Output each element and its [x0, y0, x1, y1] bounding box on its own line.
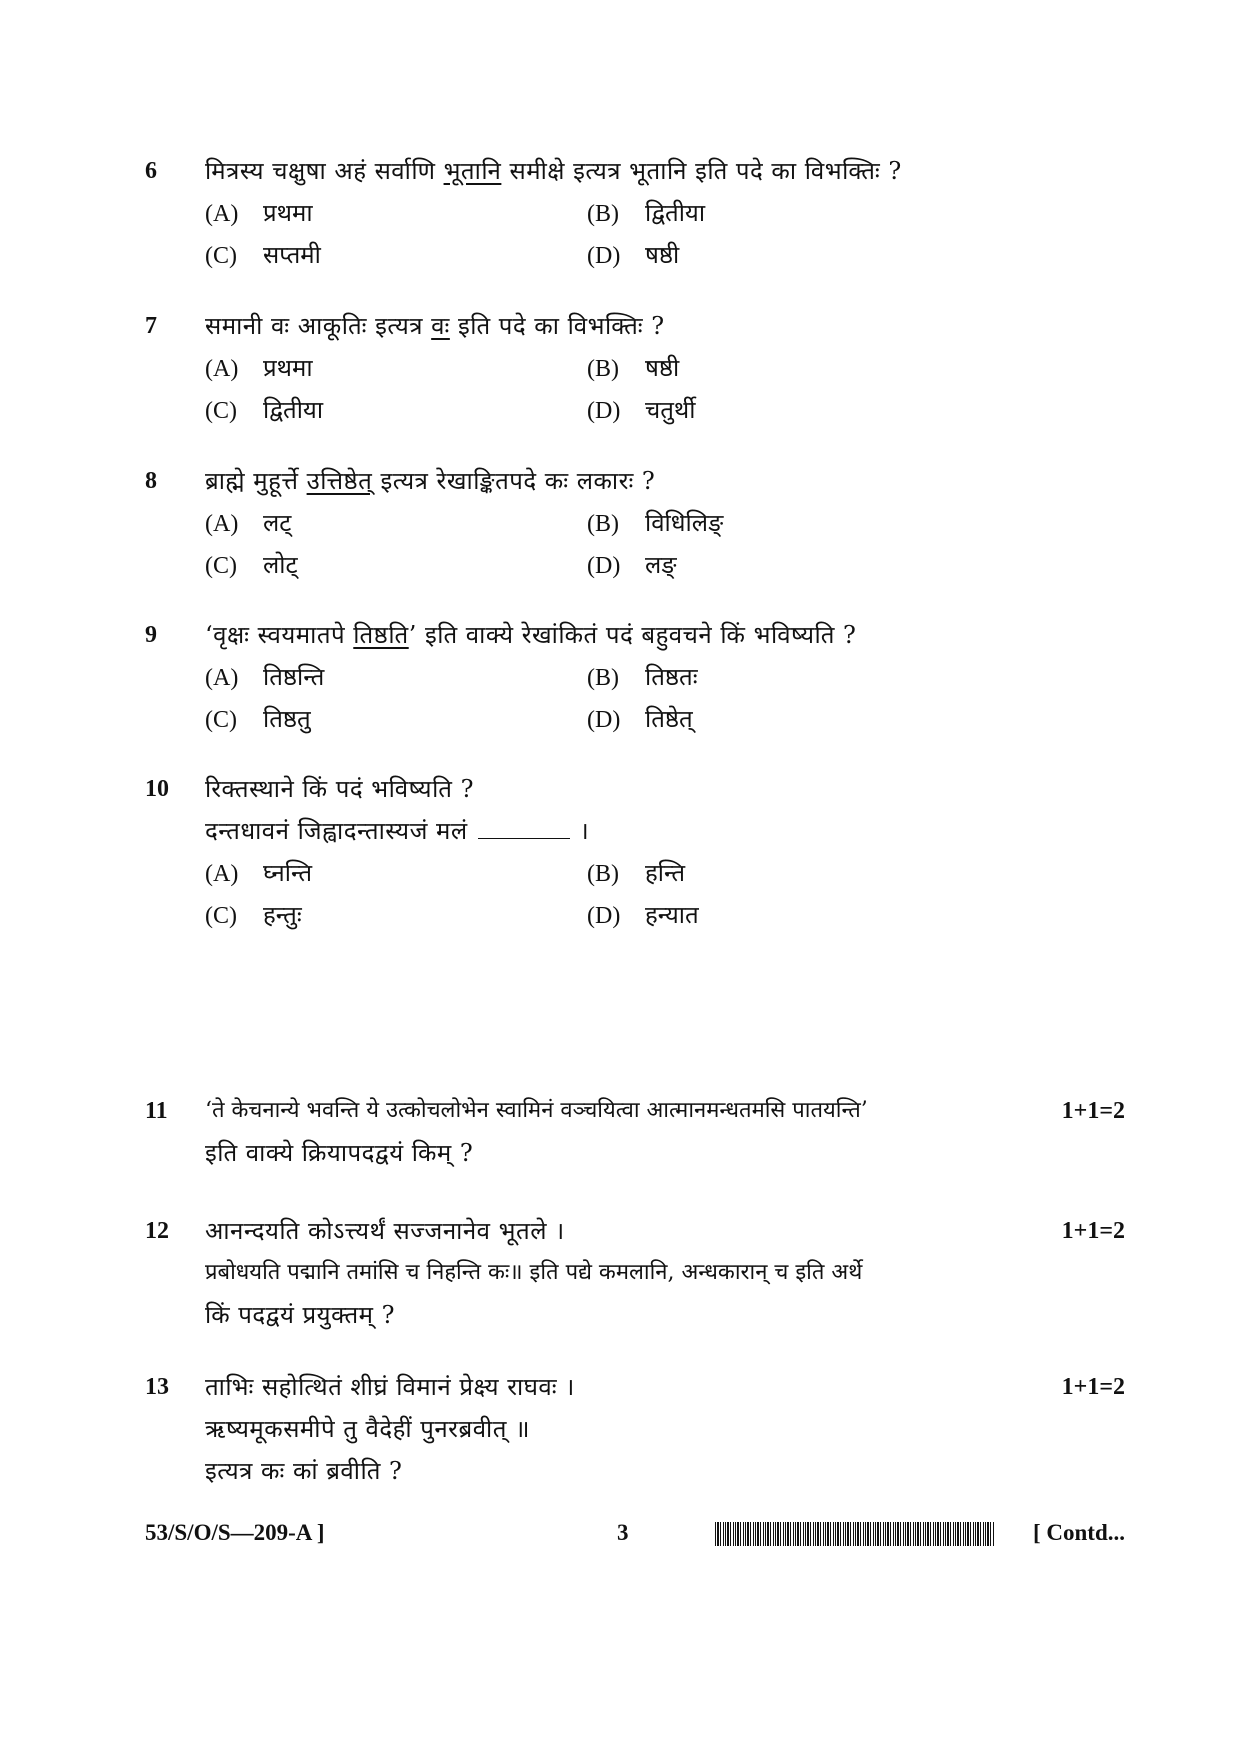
question-text: रिक्तस्थाने किं पदं भविष्यति ?	[205, 775, 474, 803]
barcode-image	[715, 1522, 995, 1546]
question-text-line: प्रबोधयति पद्मानि तमांसि च निहन्ति कः॥ इति पद्ये कमलानि, अन्धकारान् च इति अर्थे	[205, 1260, 863, 1285]
option-b: (B) षष्ठी	[587, 354, 680, 382]
answer-blank	[478, 816, 570, 839]
question-7	[145, 305, 1125, 431]
question-10	[145, 768, 1125, 936]
option-b: (B) हन्ति	[587, 859, 686, 887]
option-b: (B) विधिलिङ्	[587, 509, 724, 537]
option-b: (B) द्वितीया	[587, 199, 706, 227]
fill-in-blank-line: दन्तधावनं जिह्वादन्तास्यजं मलं ।	[205, 817, 590, 845]
question-text-line: आनन्दयति कोऽत्त्यर्थं सज्जनानेव भूतले ।	[205, 1217, 565, 1245]
question-text-line: किं पदद्वयं प्रयुक्तम् ?	[205, 1301, 395, 1329]
question-number: 7	[145, 313, 157, 339]
question-text-line: इत्यत्र कः कां ब्रवीति ?	[205, 1457, 403, 1485]
question-text: ब्राह्मे मुहूर्त्ते उत्तिष्ठेत् इत्यत्र रेखाङ्कितपदे कः लकारः ?	[205, 467, 656, 495]
marks: 1+1=2	[1061, 1218, 1125, 1244]
question-number: 11	[145, 1098, 168, 1124]
underlined-word: भूतानि	[443, 157, 502, 185]
question-number: 8	[145, 468, 157, 494]
underlined-word: उत्तिष्ठेत्	[306, 467, 373, 495]
question-12	[145, 1210, 1125, 1336]
question-number: 10	[145, 776, 169, 802]
option-a: (A) प्रथमा	[205, 354, 313, 382]
option-c: (C) लोट्	[205, 551, 298, 579]
option-a: (A) घ्नन्ति	[205, 859, 313, 887]
option-c: (C) सप्तमी	[205, 241, 321, 269]
option-d: (D) षष्ठी	[587, 241, 680, 269]
option-a: (A) प्रथमा	[205, 199, 313, 227]
underlined-word: तिष्ठति	[353, 621, 409, 649]
question-number: 12	[145, 1218, 169, 1244]
question-11	[145, 1090, 1125, 1174]
question-text-line: ‘ते केचनान्ये भवन्ति ये उत्कोचलोभेन स्वामिनं वञ्चयित्वा आत्मानमन्धतमसि पातयन्ति’	[205, 1098, 868, 1123]
underlined-word: वः	[431, 312, 450, 340]
question-6	[145, 150, 1125, 276]
question-number: 13	[145, 1374, 169, 1400]
page-footer	[145, 1520, 1125, 1560]
marks: 1+1=2	[1061, 1098, 1125, 1124]
question-13	[145, 1366, 1125, 1492]
question-text-line: इति वाक्ये क्रियापदद्वयं किम् ?	[205, 1139, 474, 1167]
option-c: (C) हन्तुः	[205, 901, 302, 929]
question-text-line: ताभिः सहोत्थितं शीघ्रं विमानं प्रेक्ष्य राघवः ।	[205, 1373, 575, 1401]
question-9	[145, 614, 1125, 740]
option-c: (C) तिष्ठतु	[205, 705, 311, 733]
continued-label: [ Contd...	[1032, 1520, 1125, 1545]
option-d: (D) हन्यात	[587, 901, 699, 929]
page-number: 3	[617, 1520, 629, 1545]
option-d: (D) तिष्ठेत्	[587, 705, 693, 733]
option-a: (A) लट्	[205, 509, 292, 537]
marks: 1+1=2	[1061, 1374, 1125, 1400]
option-d: (D) चतुर्थी	[587, 396, 696, 424]
option-d: (D) लङ्	[587, 551, 677, 579]
paper-code: 53/S/O/S—209-A ]	[145, 1520, 325, 1545]
question-8	[145, 460, 1125, 586]
option-b: (B) तिष्ठतः	[587, 663, 698, 691]
option-c: (C) द्वितीया	[205, 396, 324, 424]
question-text-line: ऋष्यमूकसमीपे तु वैदेहीं पुनरब्रवीत् ॥	[205, 1415, 530, 1443]
question-text: मित्रस्य चक्षुषा अहं सर्वाणि भूतानि समीक्षे इत्यत्र भूतानि इति पदे का विभक्तिः ?	[205, 157, 902, 185]
question-text: ‘वृक्षः स्वयमातपे तिष्ठति’ इति वाक्ये रेखांकितं पदं बहुवचने किं भविष्यति ?	[205, 621, 857, 649]
option-a: (A) तिष्ठन्ति	[205, 663, 325, 691]
question-number: 6	[145, 158, 157, 184]
question-number: 9	[145, 622, 157, 648]
question-text: समानी वः आकूतिः इत्यत्र वः इति पदे का विभक्तिः ?	[205, 312, 665, 340]
